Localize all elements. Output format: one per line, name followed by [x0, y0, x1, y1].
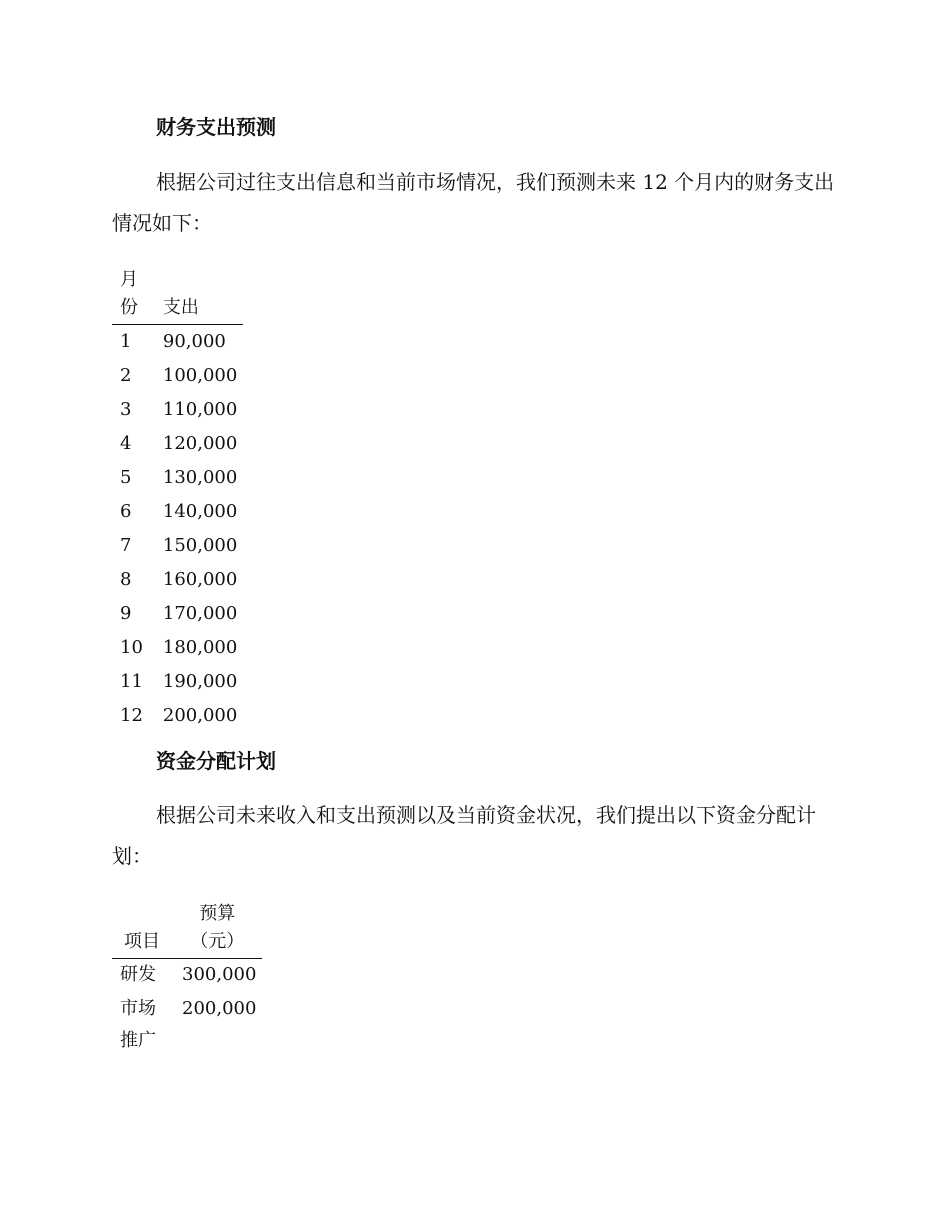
- table-row: [112, 631, 243, 665]
- cell-expense: 120,000: [162, 433, 238, 454]
- table-row: [112, 665, 243, 699]
- cell-month: 4: [120, 433, 132, 454]
- cell-expense: 200,000: [162, 705, 238, 726]
- table-row: [112, 359, 243, 393]
- cell-month: 5: [120, 467, 132, 488]
- cell-expense: 150,000: [162, 535, 238, 556]
- cell-expense: 180,000: [162, 637, 238, 658]
- table-row: [112, 325, 243, 360]
- cell-expense: 90,000: [162, 331, 226, 352]
- cell-month: 10: [120, 637, 143, 658]
- cell-month: 12: [120, 705, 143, 726]
- cell-month: 9: [120, 603, 132, 624]
- expense-table: [112, 266, 243, 733]
- table-row: [112, 529, 243, 563]
- cell-expense: 160,000: [162, 569, 238, 590]
- cell-month: 7: [120, 535, 132, 556]
- cell-budget: 300,000: [182, 964, 257, 985]
- cell-expense: 170,000: [162, 603, 238, 624]
- table-row: [112, 959, 262, 994]
- cell-budget: 200,000: [182, 998, 257, 1019]
- table-header-row: [112, 266, 243, 325]
- cell-month: 2: [120, 365, 132, 386]
- paragraph-expense-forecast: 根据公司过往支出信息和当前市场情况，我们预测未来 12 个月内的财务支出情况如下：: [112, 170, 835, 235]
- cell-item: 市场推广: [120, 998, 156, 1051]
- column-header-month: 月份: [112, 266, 149, 325]
- table-row: [112, 597, 243, 631]
- table-row: [112, 699, 243, 733]
- column-header-expense: 支出: [149, 266, 243, 325]
- table-row: [112, 495, 243, 529]
- budget-table: [112, 900, 262, 1057]
- cell-expense: 130,000: [162, 467, 238, 488]
- cell-expense: 110,000: [162, 399, 238, 420]
- table-row: [112, 393, 243, 427]
- cell-expense: 190,000: [162, 671, 238, 692]
- section-heading-expense-forecast: 财务支出预测: [156, 115, 276, 139]
- cell-month: 3: [120, 399, 132, 420]
- table-row: [112, 563, 243, 597]
- table-row: [112, 461, 243, 495]
- table-header-row: [112, 900, 262, 959]
- cell-expense: 140,000: [162, 501, 238, 522]
- cell-month: 8: [120, 569, 132, 590]
- cell-item: 研发: [120, 964, 156, 985]
- table-row: [112, 993, 262, 1057]
- cell-month: 11: [120, 671, 143, 692]
- paragraph-fund-allocation: 根据公司未来收入和支出预测以及当前资金状况，我们提出以下资金分配计划：: [112, 803, 816, 868]
- section-heading-fund-allocation: 资金分配计划: [156, 749, 276, 773]
- cell-month: 1: [120, 331, 132, 352]
- table-row: [112, 427, 243, 461]
- cell-month: 6: [120, 501, 132, 522]
- cell-expense: 100,000: [162, 365, 238, 386]
- column-header-item: 项目: [112, 900, 170, 959]
- column-header-budget: 预算（元）: [170, 900, 262, 959]
